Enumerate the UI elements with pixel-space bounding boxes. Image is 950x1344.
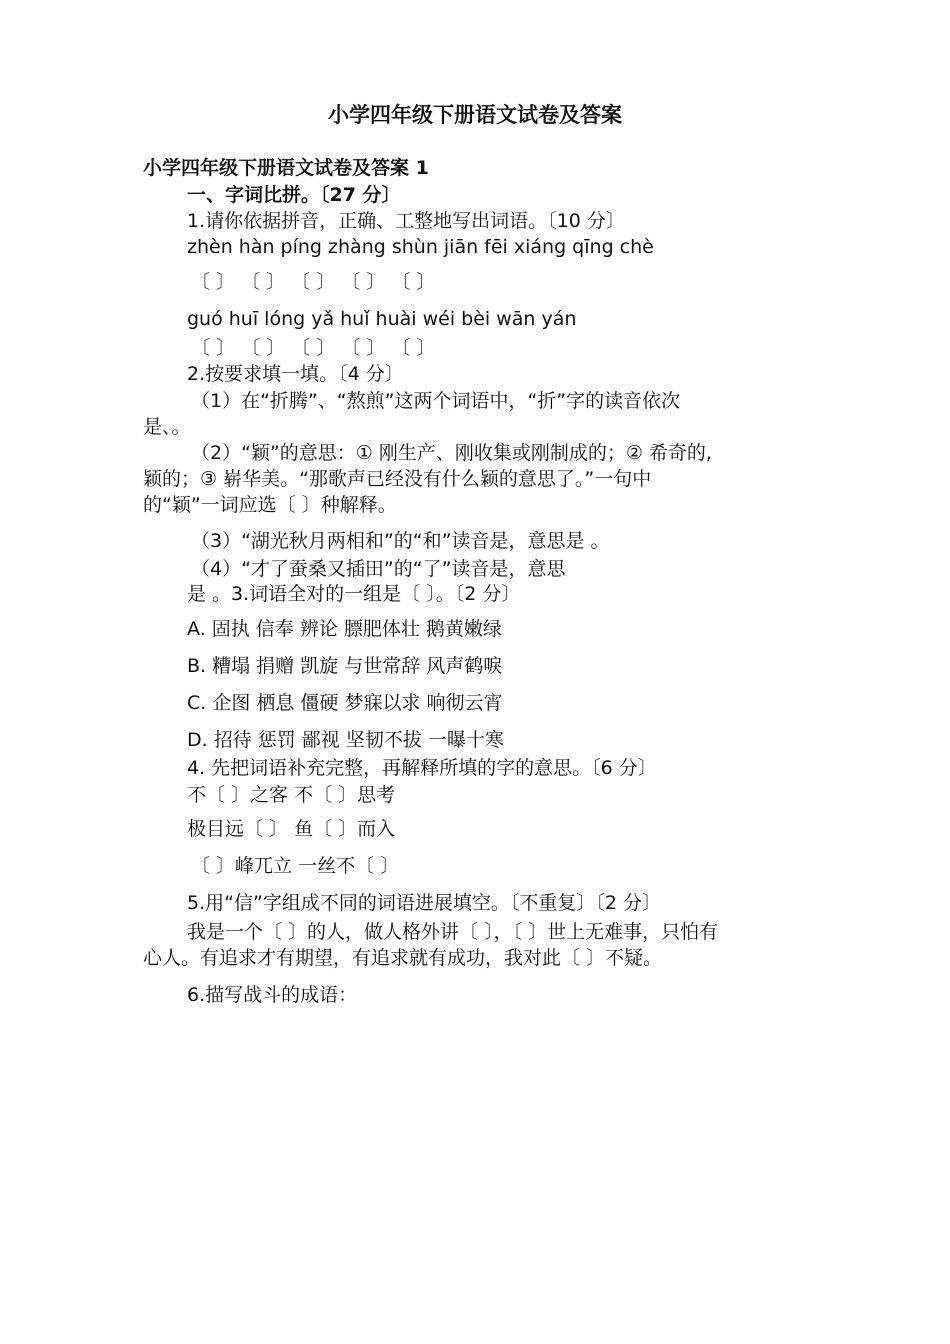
question-2-item-2-line-1: （2）“颖”的意思：① 刚生产、刚收集或刚制成的；② 希奇的, <box>191 442 712 464</box>
option-b: B. 糟塌 捐赠 凯旋 与世常辞 风声鹤唳 <box>187 655 503 677</box>
pinyin-row-2: guó huī lóng yǎ huǐ huài wéi bèi wān yán <box>187 308 577 330</box>
option-a: A. 固执 信奉 辨论 膘肥体壮 鹅黄嫩绿 <box>187 618 502 640</box>
question-5-prompt: 5.用“信”字组成不同的词语进展填空。〔不重复〕〔2 分〕 <box>187 892 661 914</box>
question-4-prompt: 4. 先把词语补充完整，再解释所填的字的意思。〔6 分〕 <box>187 757 657 779</box>
option-c: C. 企图 栖息 僵硬 梦寐以求 响彻云宵 <box>187 692 503 714</box>
question-2-item-1-line-2: 是、。 <box>143 416 191 438</box>
answer-blanks-row-1: 〔 〕 〔 〕 〔 〕 〔 〕 〔 〕 <box>191 271 436 293</box>
option-d: D. 招待 惩罚 鄙视 坚韧不拔 一曝十寒 <box>187 729 504 751</box>
question-2-item-3: （3）“湖光秋月两相和”的“和”读音是，意思是 。 <box>191 530 610 552</box>
question-1-prompt: 1.请你依据拼音，正确、工整地写出词语。〔10 分〕 <box>187 210 625 232</box>
question-5-line-2: 心人。有追求才有期望，有追求就有成功，我对此〔 〕不疑。 <box>143 947 663 969</box>
question-2-prompt: 2.按要求填一填。〔4 分〕 <box>187 363 404 385</box>
question-2-item-1-line-1: （1）在“折腾”、“熬煎”这两个词语中，“折”字的读音依次 <box>191 390 681 412</box>
document-subtitle: 小学四年级下册语文试卷及答案 1 <box>143 157 429 179</box>
question-2-item-4-line-1: （4）“才了蚕桑又插田”的“了”读音是，意思 <box>191 558 566 580</box>
document-title: 小学四年级下册语文试卷及答案 <box>328 103 622 127</box>
question-2-item-2-line-3: 的“颖”一词应选〔 〕种解释。 <box>143 494 397 516</box>
question-4-row-3: 〔 〕峰兀立 一丝不〔 〕 <box>191 855 400 877</box>
question-2-item-2-line-2: 颖的；③ 崭华美。“那歌声已经没有什么颖的意思了。”一句中 <box>143 468 652 490</box>
question-4-row-1: 不〔 〕之客 不〔 〕思考 <box>187 784 396 806</box>
question-6-prompt: 6.描写战斗的成语： <box>187 984 358 1006</box>
section-heading: 一、字词比拼。〔27 分〕 <box>187 184 401 206</box>
question-2-item-4-line-2: 是 。3.词语全对的一组是〔 〕。〔2 分〕 <box>187 583 521 605</box>
question-5-line-1: 我是一个〔 〕的人，做人格外讲〔 〕，〔 〕世上无难事，只怕有 <box>187 921 719 943</box>
question-4-row-2: 极目远〔 〕 鱼〔 〕而入 <box>187 818 396 840</box>
pinyin-row-1: zhèn hàn píng zhàng shùn jiān fēi xiáng qīng chè <box>187 236 654 258</box>
answer-blanks-row-2: 〔 〕 〔 〕 〔 〕 〔 〕 〔 〕 <box>191 337 436 359</box>
